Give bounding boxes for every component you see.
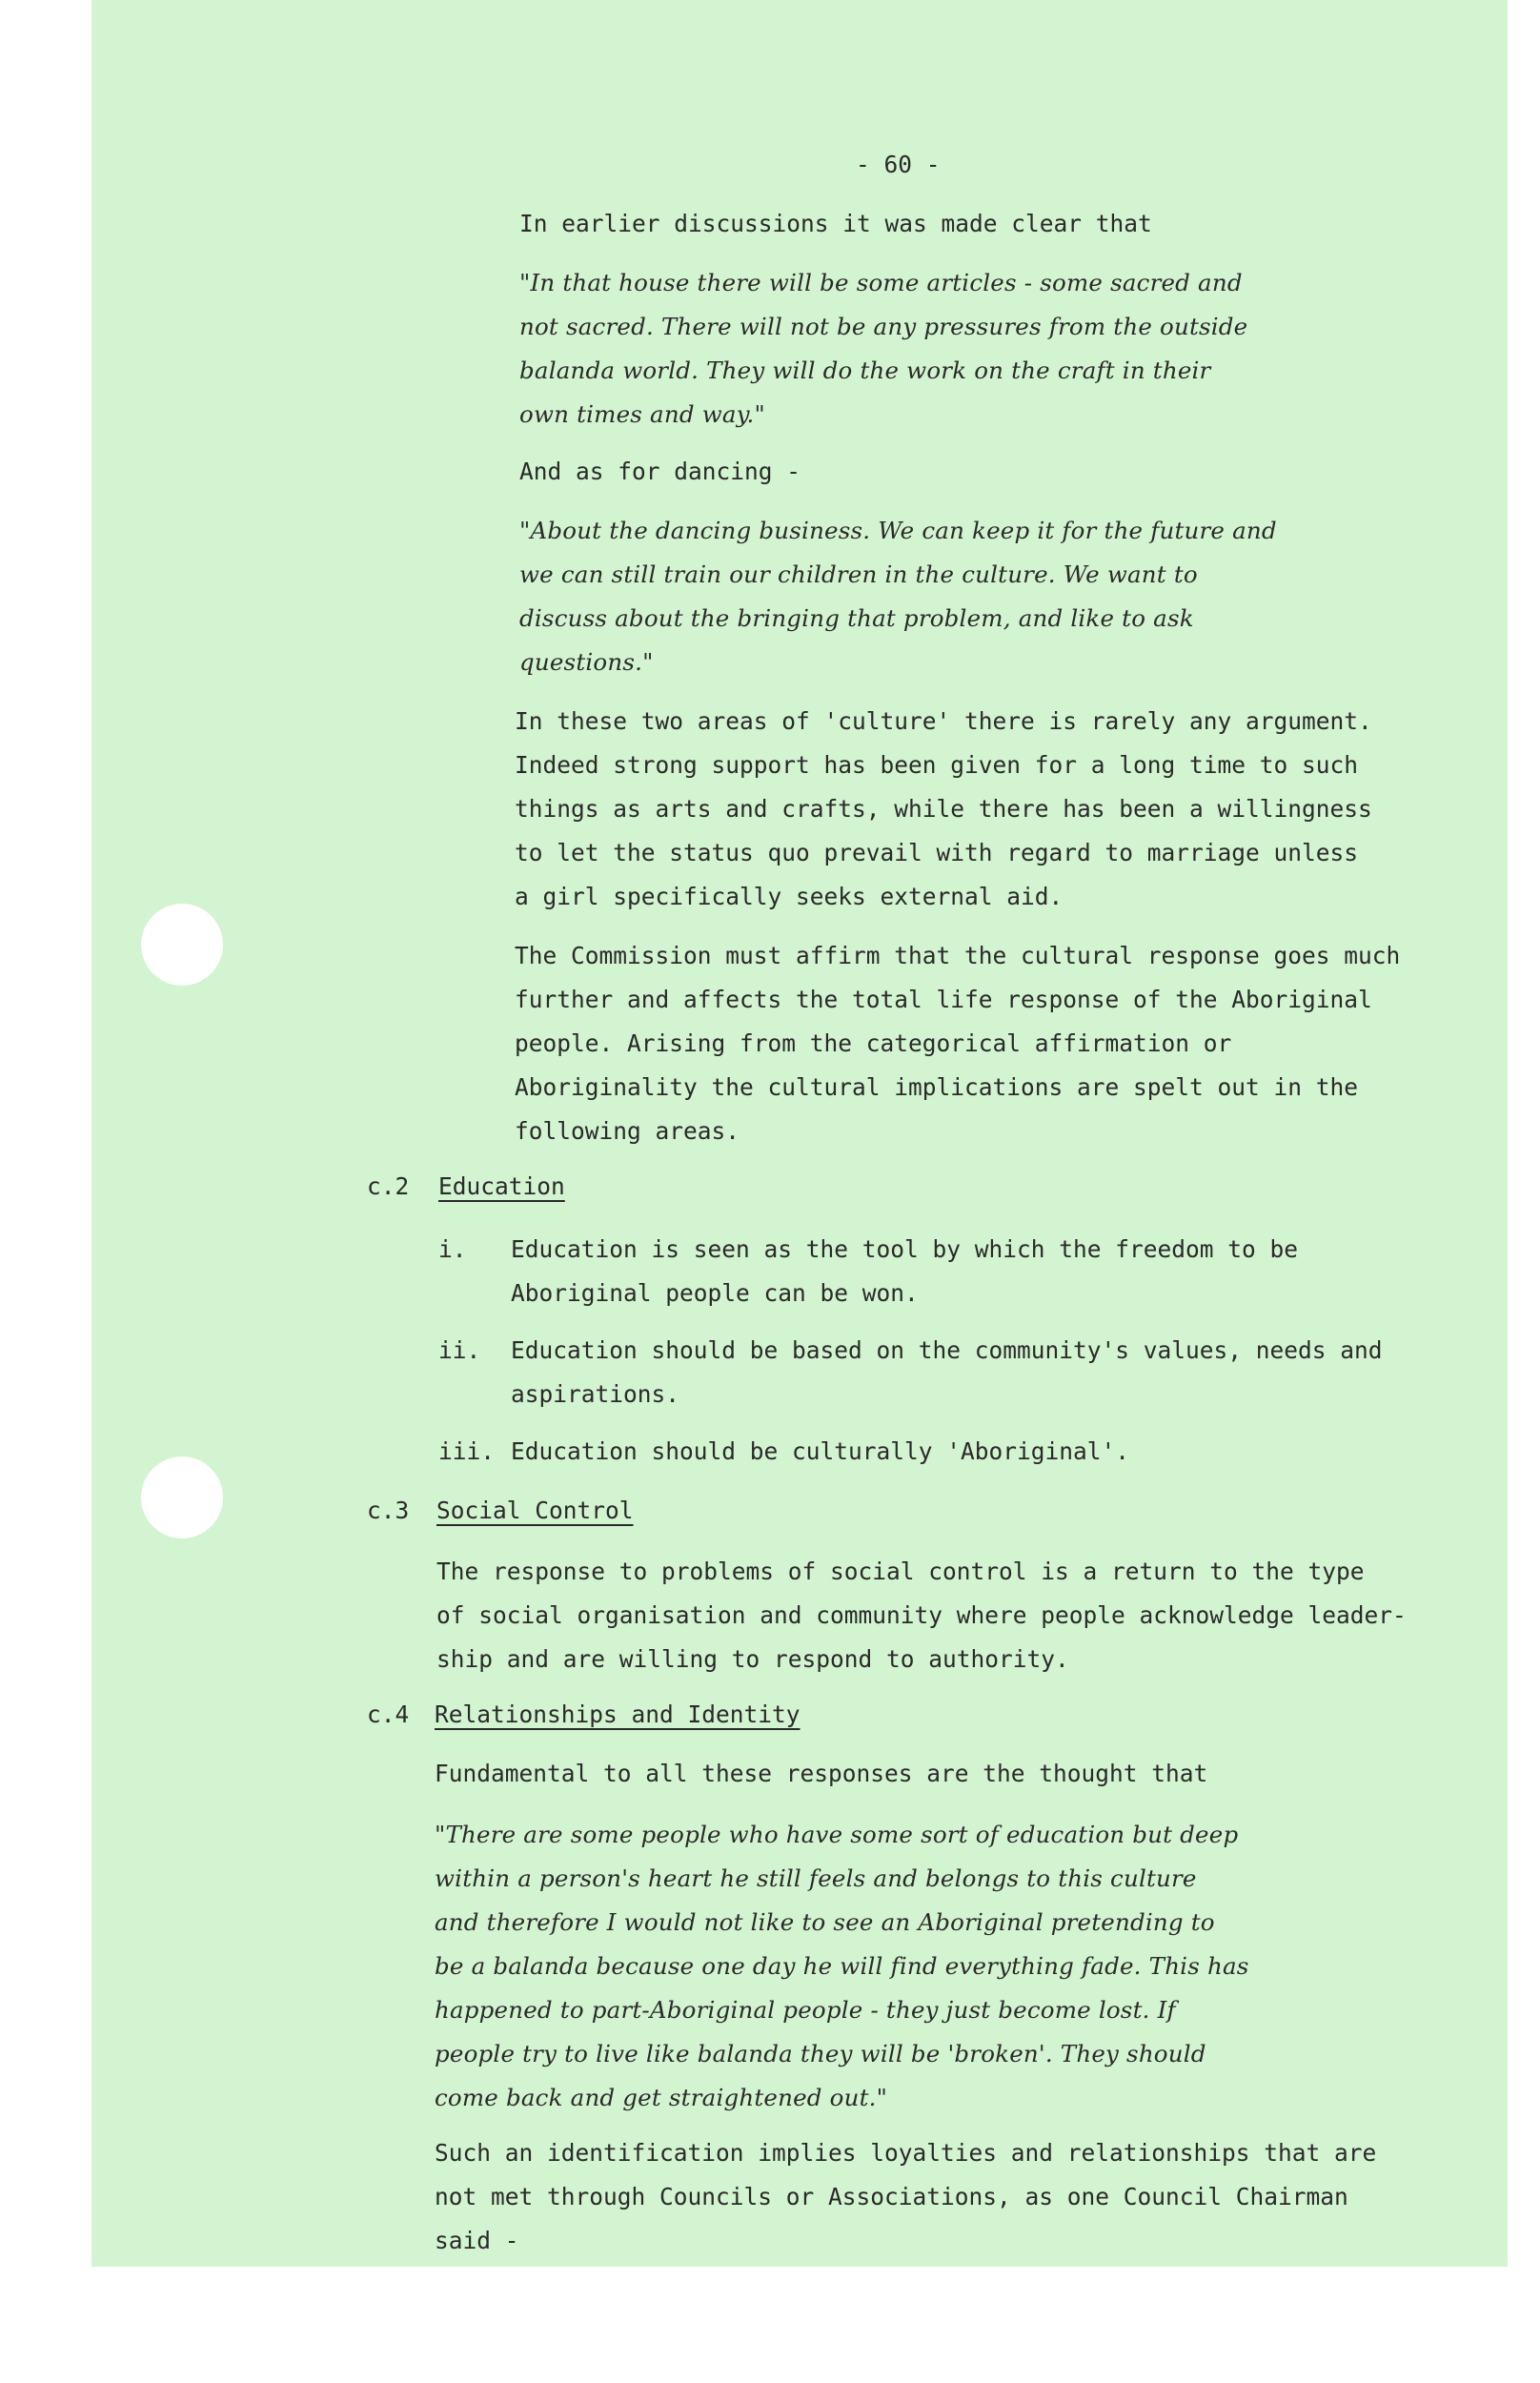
quote-line: discuss about the bringing that problem, and like to ask <box>519 604 1194 632</box>
paragraph-line: further and affects the total life response of the Aboriginal <box>515 986 1372 1013</box>
quote-line: and therefore I would not like to see an Aboriginal pretending to <box>435 1908 1215 1936</box>
page-number: - 60 - <box>856 151 941 178</box>
paragraph-line: a girl specifically seeks external aid. <box>515 883 1064 910</box>
paragraph-line: of social organisation and community where people acknowledge leader- <box>436 1601 1407 1629</box>
paragraph-social-control <box>436 1550 1407 1681</box>
paragraph-line: things as arts and crafts, while there has been a willingness <box>515 795 1372 823</box>
paragraph-culture-areas <box>515 700 1372 919</box>
quote-line: questions." <box>519 648 654 676</box>
paragraph-line: Aboriginality the cultural implications are spelt out in the <box>515 1073 1359 1101</box>
section-number-c4: c.4 <box>367 1701 410 1728</box>
quote-line: happened to part-Aboriginal people - they just become lost. If <box>435 1996 1176 2024</box>
quote-line: not sacred. There will not be any pressures from the outside <box>519 313 1248 340</box>
paragraph-line: In these two areas of 'culture' there is rarely any argument. <box>515 707 1372 735</box>
quote-dancing <box>519 509 1277 684</box>
list-item-education-2 <box>511 1329 1383 1416</box>
list-number: i. <box>438 1235 467 1263</box>
paragraph-line: people. Arising from the categorical affirmation or <box>515 1029 1232 1057</box>
quote-line: we can still train our children in the culture. We want to <box>519 560 1198 588</box>
quote-line: come back and get straightened out." <box>435 2084 888 2111</box>
paragraph-line: Indeed strong support has been given for a long time to such <box>515 751 1359 779</box>
quote-line: "About the dancing business. We can keep it for the future and <box>519 517 1277 544</box>
list-item-education-3: Education should be culturally 'Aboriginal'. <box>511 1437 1130 1465</box>
paragraph-line: said - <box>435 2227 519 2254</box>
quote-line: people try to live like balanda they will be 'broken'. They should <box>435 2040 1206 2067</box>
list-item-line: aspirations. <box>511 1380 680 1408</box>
paragraph-line: Such an identification implies loyalties and relationships that are <box>435 2139 1377 2167</box>
quote-line: within a person's heart he still feels and belongs to this culture <box>435 1864 1197 1892</box>
paragraph-line: ship and are willing to respond to authority. <box>436 1645 1069 1673</box>
paragraph-line: to let the status quo prevail with regard to marriage unless <box>515 839 1359 866</box>
paragraph-identification <box>435 2131 1376 2263</box>
paragraph-line: The response to problems of social control is a return to the type <box>436 1558 1365 1585</box>
section-number-c3: c.3 <box>367 1497 410 1524</box>
list-number: ii. <box>438 1336 481 1364</box>
section-number-c2: c.2 <box>367 1172 410 1200</box>
list-item-line: Education is seen as the tool by which the freedom to be <box>511 1235 1299 1263</box>
quote-line: be a balanda because one day he will find everything fade. This has <box>435 1952 1249 1980</box>
section-heading-education: Education <box>438 1172 565 1200</box>
relationships-intro: Fundamental to all these responses are the thought that <box>435 1760 1208 1787</box>
paragraph-line: not met through Councils or Associations, as one Council Chairman <box>435 2183 1348 2210</box>
punch-hole-bottom <box>141 1456 223 1538</box>
quote-line: "There are some people who have some sort of education but deep <box>435 1821 1239 1848</box>
section-heading-relationships: Relationships and Identity <box>435 1701 800 1728</box>
quote-line: "In that house there will be some articles - some sacred and <box>519 269 1243 296</box>
intro-line: In earlier discussions it was made clear that <box>519 210 1152 237</box>
list-item-line: Aboriginal people can be won. <box>511 1279 919 1307</box>
punch-hole-top <box>141 904 223 986</box>
list-number: iii. <box>438 1437 496 1465</box>
dancing-intro: And as for dancing - <box>519 458 801 485</box>
list-item-education-1 <box>511 1228 1298 1315</box>
quote-line: balanda world. They will do the work on the craft in their <box>519 356 1211 384</box>
paragraph-line: following areas. <box>515 1117 740 1145</box>
quote-line: own times and way." <box>519 400 765 428</box>
section-heading-social-control: Social Control <box>436 1497 634 1524</box>
quote-craft <box>519 261 1247 437</box>
paragraph-line: The Commission must affirm that the cultural response goes much <box>515 942 1401 969</box>
list-item-line: Education should be based on the community's values, needs and <box>511 1336 1383 1364</box>
quote-identity <box>435 1813 1249 2120</box>
paragraph-commission <box>515 934 1400 1153</box>
